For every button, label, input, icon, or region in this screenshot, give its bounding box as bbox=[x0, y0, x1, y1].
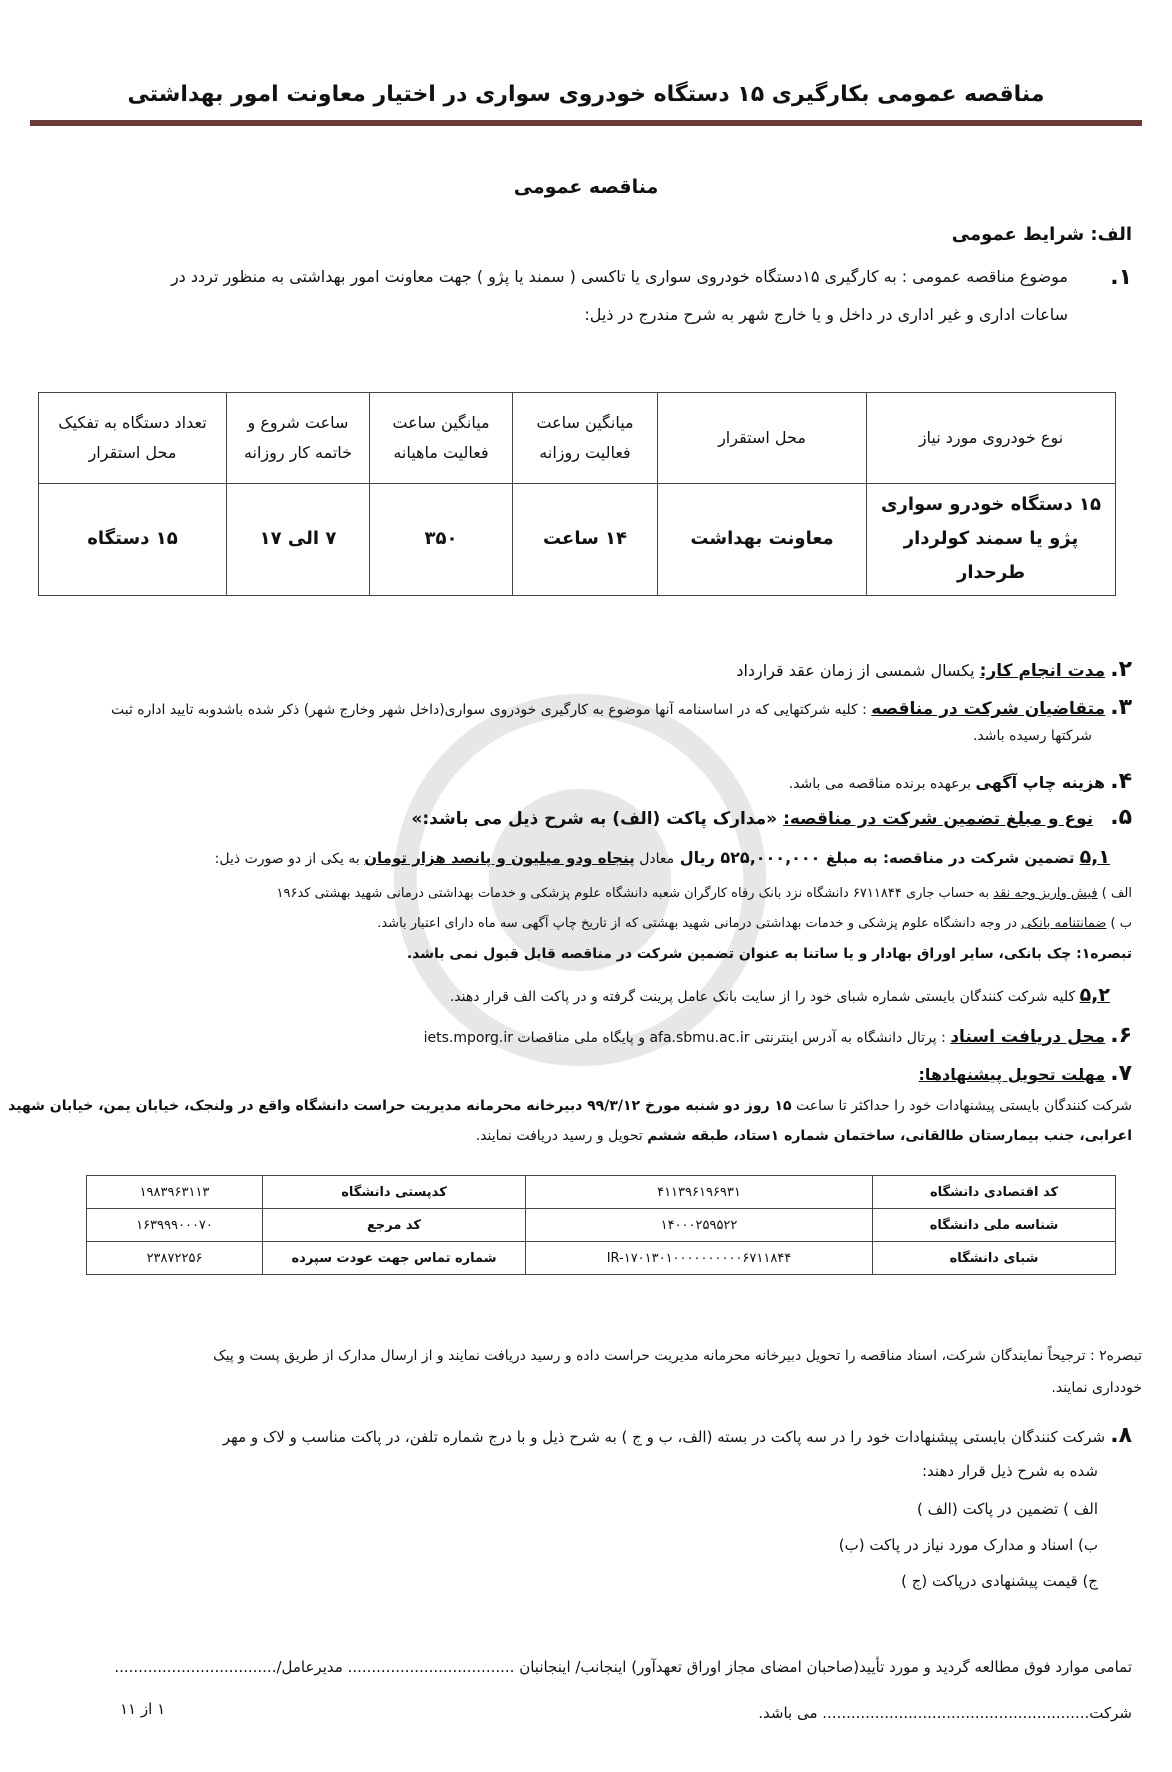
table-cell: ۷ الی ۱۷ bbox=[227, 484, 370, 596]
item-6 bbox=[424, 1018, 1132, 1053]
university-info-table bbox=[86, 1175, 1116, 1275]
item-2-number: ۲. bbox=[1110, 657, 1132, 682]
envelope-c: ج) قیمت پیشنهادی درپاکت (ج ) bbox=[901, 1572, 1098, 1591]
item-3-number: ۳. bbox=[1110, 695, 1132, 720]
item-5-number: ۵. bbox=[1110, 805, 1132, 830]
item-4-number: ۴. bbox=[1110, 769, 1132, 794]
table-label-cell: شبای دانشگاه bbox=[873, 1242, 1116, 1275]
option-alef-title: فیش واریز وجه نقد bbox=[993, 886, 1098, 901]
table-cell: ۴۱۱۳۹۶۱۹۶۹۳۱ bbox=[526, 1176, 873, 1209]
item-5-1-words: پنجاه ودو میلیون و پانصد هزار تومان bbox=[364, 849, 635, 867]
company-line: شرکت........................................................ می باشد. bbox=[758, 1704, 1132, 1722]
table-header-cell: تعداد دستگاه به تفکیک محل استقرار bbox=[39, 393, 227, 484]
deadline-bold-2: اعرابی، جنب بیمارستان طالقانی، ساختمان شماره ۱ستاد، طبقه ششم bbox=[647, 1127, 1132, 1144]
item-8 bbox=[32, 1418, 1132, 1593]
item-3 bbox=[42, 690, 1132, 748]
item-3-line2: شرکتها رسیده باشد. bbox=[972, 728, 1092, 745]
page-number: ۱ از ۱۱ bbox=[120, 1700, 166, 1718]
item-1-line2: ساعات اداری و غیر اداری در داخل و یا خارج شهر به شرح مندرج در ذیل: bbox=[584, 304, 1068, 324]
table-label-cell: کد مرجع bbox=[263, 1209, 526, 1242]
item-5-1-amount: ۵۲۵,۰۰۰,۰۰۰ ریال bbox=[674, 848, 827, 867]
table-cell: ۱۴ ساعت bbox=[513, 484, 658, 596]
item-4-text: برعهده برنده مناقصه می باشد. bbox=[788, 776, 976, 792]
general-conditions-heading: الف: شرایط عمومی bbox=[951, 224, 1132, 245]
option-be-text: در وجه دانشگاه علوم پزشکی و خدمات بهداشتی درمانی شهید بهشتی که از تاریخ چاپ آگهی سه ماه دارای اعتبار باشد. bbox=[377, 916, 1022, 931]
note-2-line2: خودداری نمایند. bbox=[1051, 1379, 1142, 1396]
item-5-1-tail: به یکی از دو صورت ذیل: bbox=[214, 851, 365, 867]
item-5-text: «مدارک پاکت (الف) به شرح ذیل می باشد:» bbox=[411, 809, 784, 829]
deadline-tail: تحویل و رسید دریافت نمایند. bbox=[475, 1127, 648, 1144]
item-1-number: ۱. bbox=[1110, 265, 1132, 290]
table-row bbox=[87, 1176, 1116, 1209]
item-7-number: ۷. bbox=[1110, 1061, 1132, 1086]
option-alef-prefix: الف ) bbox=[1097, 886, 1132, 901]
item-8-line1: شرکت کنندگان بایستی پیشنهادات خود را در سه پاکت در بسته (الف، ب و ج ) به شرح ذیل و با درج شماره تلفن، در پاکت مناسب و لاک و مهر bbox=[222, 1428, 1106, 1446]
table-header-cell: میانگین ساعت فعالیت روزانه bbox=[513, 393, 658, 484]
item-7-label: مهلت تحویل پیشنهادها: bbox=[918, 1065, 1106, 1084]
table-label-cell: شماره تماس جهت عودت سپرده bbox=[263, 1242, 526, 1275]
item-1 bbox=[42, 264, 1132, 327]
item-6-text: : پرتال دانشگاه به آدرس اینترنتی afa.sbmu.ac.ir و پایگاه ملی مناقصات iets.mporg.ir bbox=[423, 1030, 951, 1046]
item-4 bbox=[789, 764, 1132, 799]
option-alef bbox=[276, 884, 1132, 904]
table-row bbox=[87, 1209, 1116, 1242]
table-header-cell: محل استقرار bbox=[658, 393, 867, 484]
document-title: مناقصه عمومی بکارگیری ۱۵ دستگاه خودروی سواری در اختیار معاونت امور بهداشتی bbox=[127, 82, 1045, 107]
envelope-a: الف ) تضمین در پاکت (الف ) bbox=[916, 1500, 1098, 1519]
option-be-title: ضمانتنامه بانکی bbox=[1021, 916, 1107, 931]
option-be bbox=[377, 914, 1132, 934]
item-3-label: متقاضیان شرکت در مناقصه bbox=[871, 699, 1106, 719]
item-5-1-number: ۵,۱ bbox=[1079, 846, 1110, 868]
item-5-1 bbox=[215, 842, 1110, 872]
note-2 bbox=[32, 1346, 1142, 1399]
table-label-cell: شناسه ملی دانشگاه bbox=[873, 1209, 1116, 1242]
item-2-text: یکسال شمسی از زمان عقد قرارداد bbox=[736, 661, 980, 680]
section-heading: مناقصه عمومی bbox=[513, 176, 659, 198]
item-8-number: ۸. bbox=[1110, 1423, 1132, 1448]
item-5-2-number: ۵,۲ bbox=[1079, 984, 1110, 1006]
item-5 bbox=[411, 800, 1132, 835]
item-6-label: محل دریافت اسناد bbox=[950, 1027, 1106, 1047]
item-8-line2: شده به شرح ذیل قرار دهند: bbox=[921, 1462, 1098, 1481]
table-cell: IR-۱۷۰۱۳۰۱۰۰۰۰۰۰۰۰۰۰۶۷۱۱۸۴۴ bbox=[526, 1242, 873, 1275]
table-cell: معاونت بهداشت bbox=[658, 484, 867, 596]
table-header-row bbox=[39, 393, 1116, 484]
table-header-cell: ساعت شروع و خاتمه کار روزانه bbox=[227, 393, 370, 484]
deadline-paragraph bbox=[8, 1096, 1132, 1147]
table-cell: ۲۳۸۷۲۲۵۶ bbox=[87, 1242, 263, 1275]
table-row bbox=[87, 1242, 1116, 1275]
item-5-1-label: تضمین شرکت در مناقصه: به مبلغ bbox=[826, 849, 1075, 867]
table-label-cell: کد اقتصادی دانشگاه bbox=[873, 1176, 1116, 1209]
item-5-2-text: کلیه شرکت کنندگان بایستی شماره شبای خود را از سایت بانک عامل پرینت گرفته و در پاکت الف قرار دهند. bbox=[449, 989, 1080, 1005]
table-cell: ۳۵۰ bbox=[370, 484, 513, 596]
option-be-prefix: ب ) bbox=[1106, 916, 1132, 931]
table-label-cell: کدپستی دانشگاه bbox=[263, 1176, 526, 1209]
vehicle-requirements-table bbox=[38, 392, 1116, 596]
item-5-1-eq: معادل bbox=[634, 851, 675, 867]
item-7 bbox=[919, 1056, 1132, 1091]
table-header-cell: نوع خودروی مورد نیاز bbox=[867, 393, 1116, 484]
item-6-number: ۶. bbox=[1110, 1023, 1132, 1048]
note-1: تبصره۱: چک بانکی، سایر اوراق بهادار و یا ساتنا به عنوان تضمین شرکت در مناقصه قابل قبول نمی باشد. bbox=[406, 946, 1132, 962]
item-2-label: مدت انجام کار: bbox=[979, 661, 1106, 681]
title-divider bbox=[30, 120, 1142, 126]
deadline-bold-1: ۱۵ روز دو شنبه مورخ ۹۹/۳/۱۲ دبیرخانه محرمانه مدیریت حراست دانشگاه واقع در ولنجک، خیابان یمن، خیابان شهید bbox=[8, 1098, 792, 1114]
table-cell: ۱۴۰۰۰۲۵۹۵۲۲ bbox=[526, 1209, 873, 1242]
table-cell: ۱۶۳۹۹۹۰۰۰۷۰ bbox=[87, 1209, 263, 1242]
item-4-label: هزینه چاپ آگهی bbox=[975, 773, 1106, 792]
item-3-text: : کلیه شرکتهایی که در اساسنامه آنها موضوع به کارگیری خودروی سواری(داخل شهر وخارج شهر) ذکر شده باشدوبه تایید اداره ثبت bbox=[110, 702, 872, 718]
table-cell: ۱۵ دستگاه خودرو سواری پژو یا سمند کولردار طرحدار bbox=[867, 484, 1116, 596]
table-row bbox=[39, 484, 1116, 596]
table-header-cell: میانگین ساعت فعالیت ماهیانه bbox=[370, 393, 513, 484]
envelope-b: ب) اسناد و مدارک مورد نیاز در پاکت (ب) bbox=[838, 1536, 1098, 1555]
item-1-line1: موضوع مناقصه عمومی : به کارگیری ۱۵دستگاه خودروی سواری یا تاکسی ( سمند یا پژو ) جهت معاونت امور بهداشتی به منظور تردد در bbox=[170, 267, 1068, 286]
table-cell: ۱۹۸۳۹۶۳۱۱۳ bbox=[87, 1176, 263, 1209]
item-5-label: نوع و مبلغ تضمین شرکت در مناقصه: bbox=[783, 809, 1094, 829]
option-alef-text: به حساب جاری ۶۷۱۱۸۴۴ دانشگاه نزد بانک رفاه کارگران شعبه دانشگاه علوم پزشکی و خدمات بهداشتی درمانی شهید بهشتی کد۱۹۶ bbox=[276, 886, 994, 901]
table-cell: ۱۵ دستگاه bbox=[39, 484, 227, 596]
deadline-pre: شرکت کنندگان بایستی پیشنهادات خود را حداکثر تا ساعت bbox=[791, 1098, 1132, 1114]
item-2 bbox=[736, 652, 1132, 687]
note-2-line1: تبصره۲ : ترجیحاً نمایندگان شرکت، اسناد مناقصه را تحویل دبیرخانه محرمانه مدیریت حراست داده و رسید دریافت نمایند و از ارسال مدارک از طریق پست و پیک bbox=[213, 1348, 1142, 1364]
item-5-2 bbox=[450, 980, 1110, 1010]
signature-line: تمامی موارد فوق مطالعه گردید و مورد تأیید(صاحبان امضای مجاز اوراق تعهدآور) اینجانب/ اینجانبان ................................... مدیرعامل/.................................. bbox=[114, 1658, 1132, 1676]
